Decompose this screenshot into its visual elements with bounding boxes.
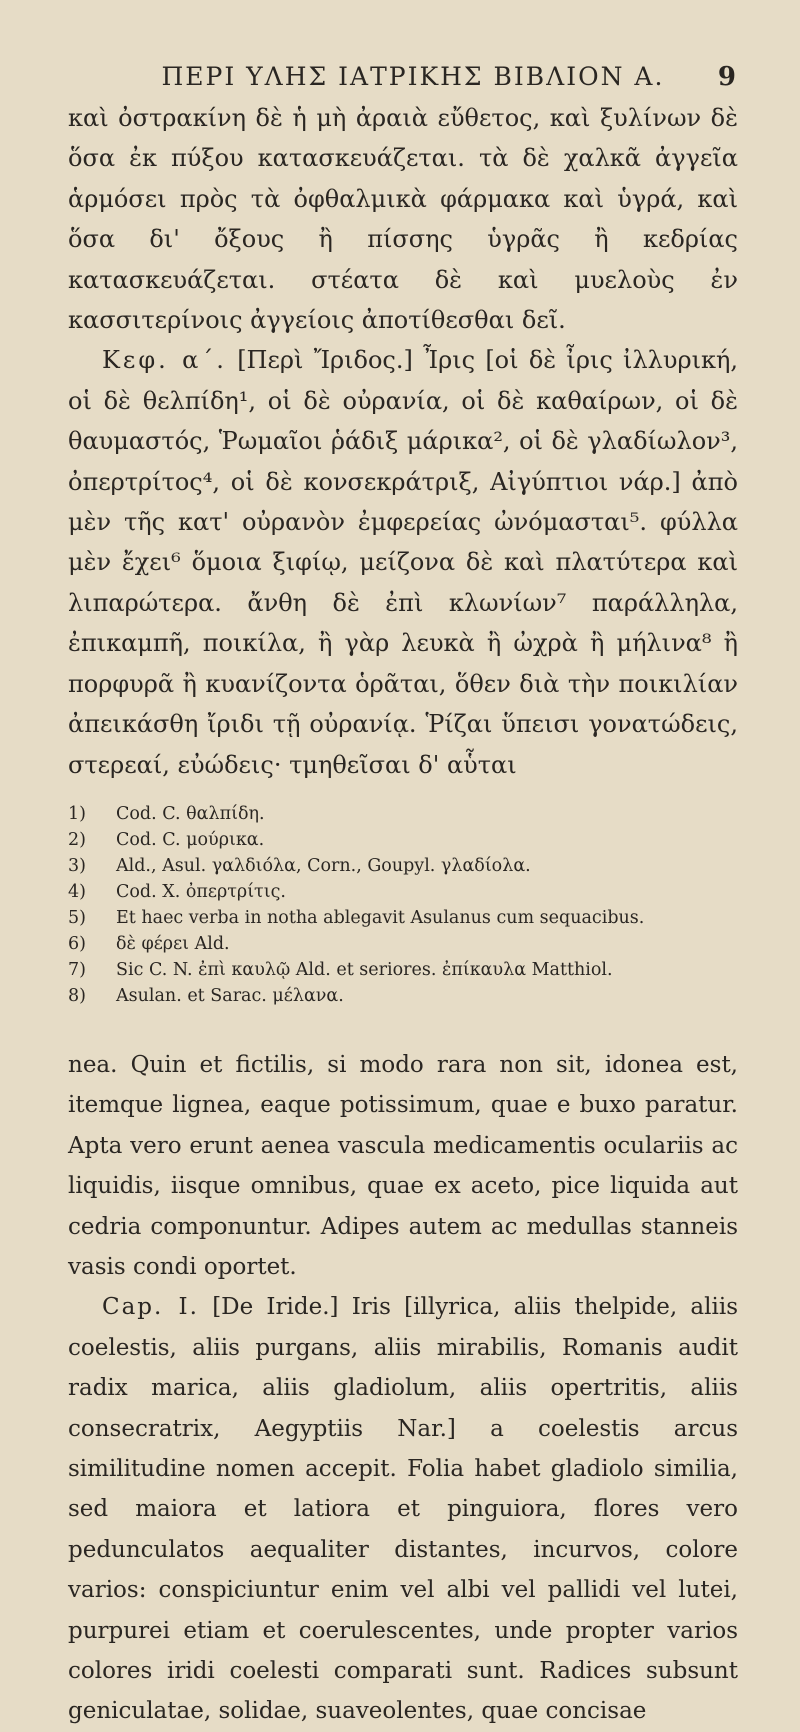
footnotes: [68, 801, 738, 1009]
footnote-number: 1): [68, 803, 86, 824]
footnote-text: Ald., Asul. γαλδιόλα, Corn., Goupyl. γλαδίολα.: [116, 855, 531, 876]
footnote: [68, 957, 738, 983]
footnote: [68, 853, 738, 879]
running-title: ΠΕΡΙ ΥΛΗΣ ΙΑΤΡΙΚΗΣ ΒΙΒΛΙΟΝ Α.: [161, 62, 665, 91]
footnote-text: Asulan. et Sarac. μέλανα.: [116, 985, 344, 1006]
page-number: 9: [717, 62, 738, 92]
footnote-text: Cod. X. ὀπερτρίτις.: [116, 881, 286, 902]
footnote-text: Et haec verba in notha ablegavit Asulanus cum sequacibus.: [116, 907, 645, 928]
footnote: [68, 983, 738, 1009]
footnote-number: 7): [68, 959, 86, 980]
footnote-number: 5): [68, 907, 86, 928]
footnote-text: Cod. C. θαλπίδη.: [116, 803, 265, 824]
footnote: [68, 931, 738, 957]
footnote-number: 6): [68, 933, 86, 954]
latin-paragraph-2: [68, 1287, 738, 1731]
footnote: [68, 905, 738, 931]
greek-paragraph-2: [68, 340, 738, 784]
latin-chapter-label: Cap. I.: [102, 1294, 199, 1321]
footnote-text: Sic C. N. ἐπὶ καυλῷ Ald. et seriores. ἐπίκαυλα Matthiol.: [116, 959, 613, 980]
latin-text: [68, 1045, 738, 1732]
greek-text: [68, 98, 738, 785]
footnote-text: Cod. C. μούρικα.: [116, 829, 265, 850]
greek-paragraph-2-text: [Περὶ Ἴριδος.] Ἶρις [οἱ δὲ ἶρις ἰλλυρική, οἱ δὲ θελπίδη¹, οἱ δὲ οὐρανία, οἱ δὲ καθαίρων, οἱ δὲ θαυμαστός, Ῥωμαῖοι ῥάδιξ μάρικα², οἱ δὲ γλαδίωλον³, ὀπερτρίτος⁴, οἱ δὲ κονσεκράτριξ, Αἰγύπτιοι νάρ.] ἀπὸ μὲν τῆς κατ' οὐρανὸν ἐμφερείας ὠνόμασται⁵. φύλλα μὲν ἔχει⁶ ὅμοια ξιφίῳ, μείζονα δὲ καὶ πλατύτερα καὶ λιπαρώτερα. ἄνθη δὲ ἐπὶ κλωνίων⁷ παράλληλα, ἐπικαμπῆ, ποικίλα, ἢ γὰρ λευκὰ ἢ ὠχρὰ ἢ μήλινα⁸ ἢ πορφυρᾶ ἢ κυανίζοντα ὁρᾶται, ὅθεν διὰ τὴν ποικιλίαν ἀπεικάσθη ἴριδι τῇ οὐρανίᾳ. Ῥίζαι ὕπεισι γονατώδεις, στερεαί, εὐώδεις· τμηθεῖσαι δ' αὗται: [68, 346, 738, 779]
greek-chapter-label: Κεφ. α΄.: [102, 346, 227, 375]
footnote: [68, 879, 738, 905]
latin-paragraph-2-text: [De Iride.] Iris [illyrica, aliis thelpide, aliis coelestis, aliis purgans, aliis mirabilis, Romanis audit radix marica, aliis gladiolum, aliis opertritis, aliis consecratrix, Aegyptiis Nar.] a coelestis arcus similitudine nomen accepit. Folia habet gladiolo similia, sed maiora et latiora et pinguiora, flores vero pedunculatos aequaliter distantes, incurvos, colore varios: conspiciuntur enim vel albi vel pallidi vel lutei, purpurei etiam et coerulescentes, unde propter varios colores iridi coelesti comparati sunt. Radices subsunt geniculatae, solidae, suaveolentes, quae concisae: [68, 1294, 739, 1725]
footnote-number: 8): [68, 985, 86, 1006]
footnote: [68, 801, 738, 827]
footnote-number: 2): [68, 829, 86, 850]
greek-paragraph-1: καὶ ὀστρακίνη δὲ ἡ μὴ ἀραιὰ εὔθετος, καὶ ξυλίνων δὲ ὅσα ἐκ πύξου κατασκευάζεται. τὰ δὲ χαλκᾶ ἀγγεῖα ἁρμόσει πρὸς τὰ ὀφθαλμικὰ φάρμακα καὶ ὑγρά, καὶ ὅσα δι' ὄξους ἢ πίσσης ὑγρᾶς ἢ κεδρίας κατασκευάζεται. στέατα δὲ καὶ μυελοὺς ἐν κασσιτερίνοις ἀγγείοις ἀποτίθεσθαι δεῖ.: [68, 104, 738, 335]
footnote: [68, 827, 738, 853]
footnote-number: 3): [68, 855, 86, 876]
footnote-text: δὲ φέρει Ald.: [116, 933, 230, 954]
footnote-number: 4): [68, 881, 86, 902]
running-head: [68, 0, 738, 98]
latin-paragraph-1: nea. Quin et fictilis, si modo rara non sit, idonea est, itemque lignea, eaque potissimum, quae e buxo paratur. Apta vero erunt aenea vascula medicamentis oculariis ac liquidis, iisque omnibus, quae ex aceto, pice liquida aut cedria componuntur. Adipes autem ac medullas stanneis vasis condi oportet.: [68, 1051, 738, 1280]
